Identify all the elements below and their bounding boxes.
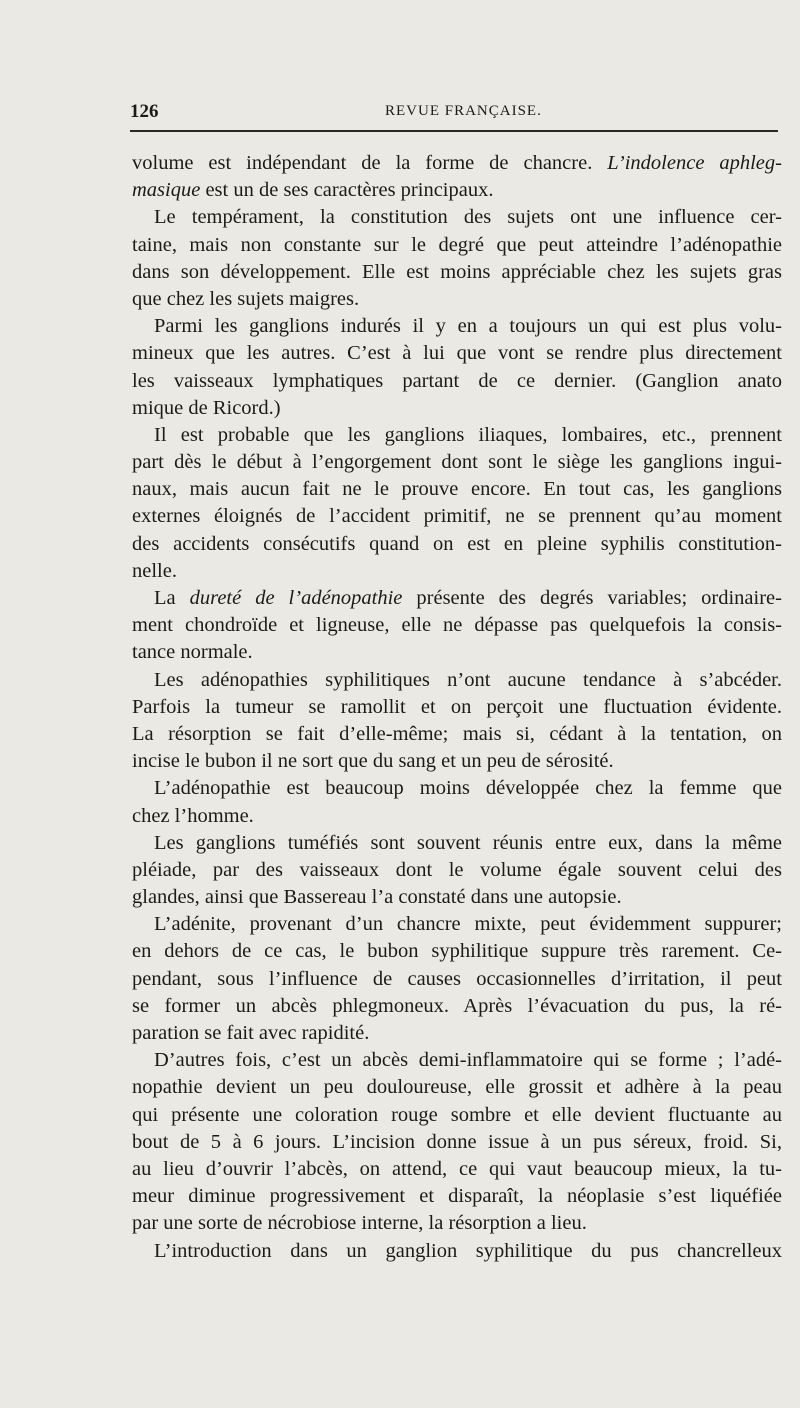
- text-line: pendant, sous l’influence de causes occasionnelles d’irritation, il peut: [132, 967, 782, 990]
- text-line: dans son développement. Elle est moins appréciable chez les sujets gras: [132, 260, 782, 283]
- text-line: naux, mais aucun fait ne le prouve encore. En tout cas, les ganglions: [132, 478, 782, 501]
- text-line: se former un abcès phlegmoneux. Après l’évacuation du pus, la ré-: [132, 994, 782, 1017]
- text-line: glandes, ainsi que Bassereau l’a constaté dans une autopsie.: [132, 886, 622, 909]
- text-line: taine, mais non constante sur le degré que peut atteindre l’adénopathie: [132, 233, 782, 256]
- text-line: nelle.: [132, 559, 177, 582]
- text-line: pléiade, par des vaisseaux dont le volume égale souvent celui des: [132, 858, 782, 881]
- text-line: mique de Ricord.): [132, 396, 281, 419]
- page-number: 126: [130, 101, 159, 122]
- text-line: La dureté de l’adénopathie présente des degrés variables; ordinaire-: [154, 587, 782, 609]
- text-line: D’autres fois, c’est un abcès demi-inflammatoire qui se forme ; l’adé-: [154, 1049, 782, 1072]
- text-line: des accidents consécutifs quand on est en pleine syphilis constitution-: [132, 532, 782, 555]
- text-line: les vaisseaux lymphatiques partant de ce dernier. (Ganglion anato: [132, 369, 782, 392]
- text-line: volume est indépendant de la forme de chancre. L’indolence aphleg-: [132, 152, 782, 174]
- text-line: externes éloignés de l’accident primitif, ne se prennent qu’au moment: [132, 505, 782, 528]
- running-head: REVUE FRANÇAISE.: [385, 103, 542, 119]
- text-line: chez l’homme.: [132, 804, 254, 827]
- text-line: incise le bubon il ne sort que du sang et un peu de sérosité.: [132, 750, 614, 773]
- header-rule: [130, 130, 778, 132]
- text-line: L’introduction dans un ganglion syphilitique du pus chancrelleux: [154, 1239, 782, 1262]
- text-line: Les ganglions tuméfiés sont souvent réunis entre eux, dans la même: [154, 831, 782, 854]
- text-line: Parfois la tumeur se ramollit et on perçoit une fluctuation évidente.: [132, 695, 782, 718]
- text-line: que chez les sujets maigres.: [132, 287, 360, 310]
- text-line: ment chondroïde et ligneuse, elle ne dépasse pas quelquefois la consis-: [132, 614, 782, 637]
- text-line: en dehors de ce cas, le bubon syphilitique suppure très rarement. Ce-: [132, 940, 782, 963]
- text-line: masique est un de ses caractères principaux.: [132, 179, 494, 202]
- text-line: L’adénite, provenant d’un chancre mixte, peut évidemment suppurer;: [154, 913, 782, 936]
- text-line: par une sorte de nécrobiose interne, la résorption a lieu.: [132, 1212, 587, 1235]
- text-line: paration se fait avec rapidité.: [132, 1022, 370, 1044]
- text-line: Parmi les ganglions indurés il y en a toujours un qui est plus volu-: [154, 315, 782, 338]
- text-line: La résorption se fait d’elle-même; mais si, cédant à la tentation, on: [132, 722, 782, 745]
- text-line: tance normale.: [132, 641, 253, 664]
- page-header: [130, 101, 780, 125]
- text-line: bout de 5 à 6 jours. L’incision donne issue à un pus séreux, froid. Si,: [132, 1130, 782, 1153]
- text-line: mineux que les autres. C’est à lui que vont se rendre plus directement: [132, 342, 782, 365]
- text-line: Il est probable que les ganglions iliaques, lombaires, etc., prennent: [154, 423, 782, 446]
- body-text: [132, 150, 782, 1265]
- text-line: Le tempérament, la constitution des sujets ont une influence cer-: [154, 206, 782, 229]
- text-line: qui présente une coloration rouge sombre et elle devient fluctuante au: [132, 1103, 782, 1126]
- text-line: au lieu d’ouvrir l’abcès, on attend, ce qui vaut beaucoup mieux, la tu-: [132, 1157, 782, 1180]
- text-line: nopathie devient un peu douloureuse, elle grossit et adhère à la peau: [132, 1076, 782, 1099]
- text-line: meur diminue progressivement et disparaît, la néoplasie s’est liquéfiée: [132, 1185, 782, 1208]
- text-line: Les adénopathies syphilitiques n’ont aucune tendance à s’abcéder.: [154, 668, 782, 691]
- text-line: L’adénopathie est beaucoup moins développée chez la femme que: [154, 777, 782, 800]
- text-line: part dès le début à l’engorgement dont sont le siège les ganglions ingui-: [132, 451, 782, 474]
